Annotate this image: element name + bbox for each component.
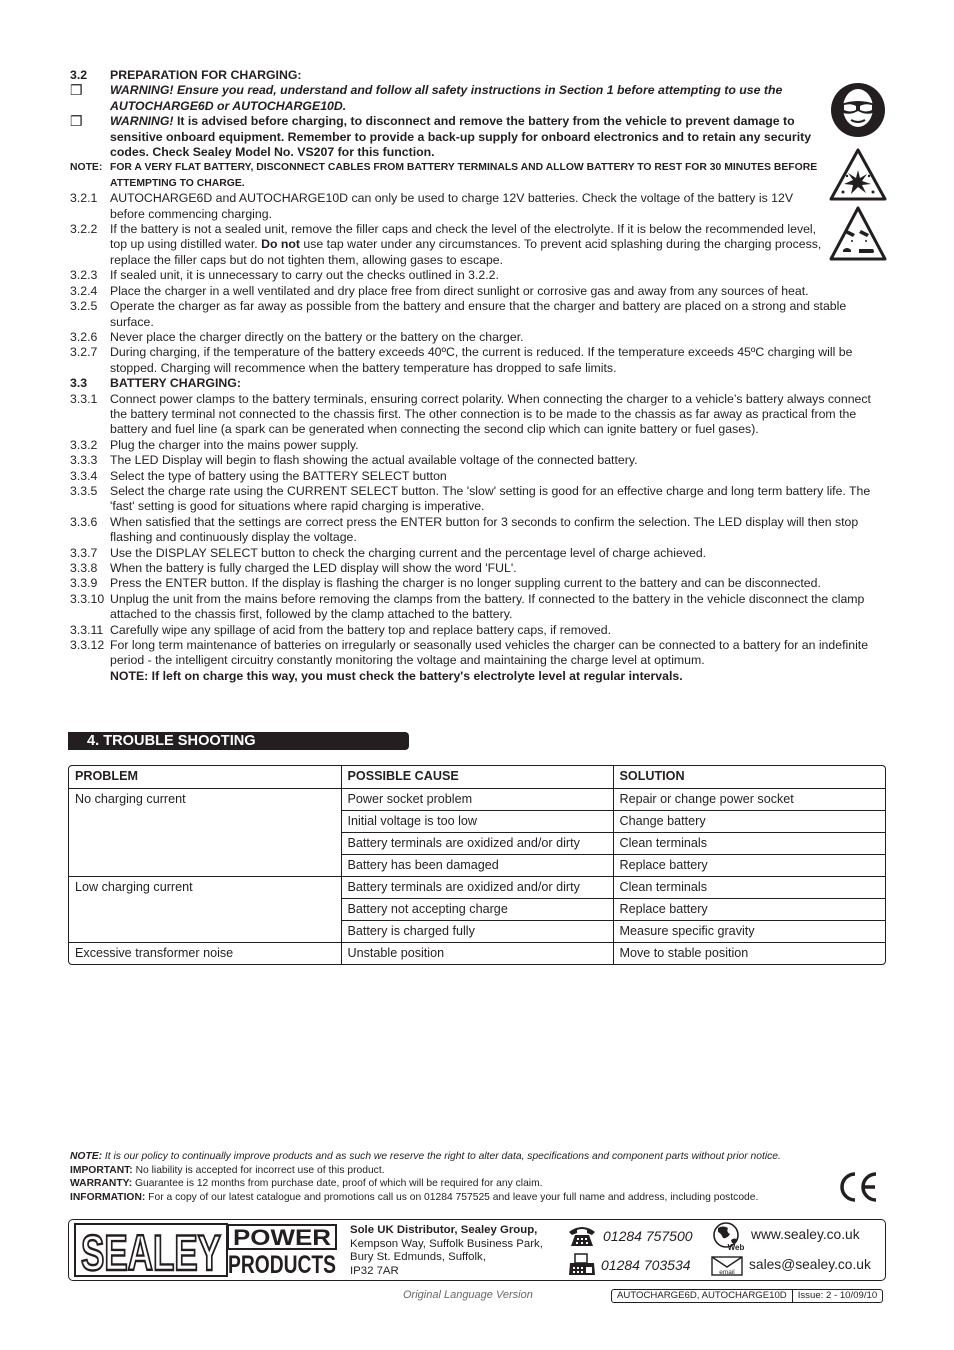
svg-text:PRODUCTS: PRODUCTS (228, 1251, 336, 1276)
step-3-3-11: 3.3.11 Carefully wipe any spillage of acid from the battery top and replace battery caps, if removed. (70, 622, 612, 637)
step-3-3-2: 3.3.2 Plug the charger into the mains power supply. (70, 437, 359, 452)
svg-text:SEALEY: SEALEY (81, 1225, 221, 1277)
solution-cell: Clean terminals (613, 832, 885, 854)
section-3-2-heading: 3.2 PREPARATION FOR CHARGING: (70, 68, 302, 82)
problem-cell: Low charging current (69, 876, 341, 942)
solution-cell: Repair or change power socket (613, 788, 885, 810)
issue-label: Issue: 2 - 10/09/10 (792, 1290, 882, 1302)
warning-2: ❒ WARNING! It is advised before charging, to disconnect and remove the battery from the vehicle to prevent damage to sensitive onboard equipment. Remember to provide a back-up supply for onboard electronics and to retain any security codes. Check Sealey Model No. VS207 for this function. (70, 113, 812, 160)
checkbox-icon: ❒ (70, 113, 83, 130)
cause-cell: Battery not accepting charge (341, 898, 613, 920)
cause-cell: Battery is charged fully (341, 920, 613, 942)
header-solution: SOLUTION (613, 766, 885, 788)
svg-text:POWER: POWER (233, 1225, 332, 1250)
step-3-3-10: 3.3.10 Unplug the unit from the mains before removing the clamps from the battery. If connected to the battery in the vehicle disconnect the clamp attached to the chassis first, followed by the clamp attached to the battery. (70, 591, 865, 622)
ce-mark-icon (836, 1170, 880, 1204)
cause-cell: Battery terminals are oxidized and/or dirty (341, 876, 613, 898)
solution-cell: Replace battery (613, 898, 885, 920)
step-3-2-4: 3.2.4 Place the charger in a well ventilated and dry place free from direct sunlight or corrosive gas and away from any sources of heat. (70, 283, 809, 298)
step-3-3-9: 3.3.9 Press the ENTER button. If the display is flashing the charger is no longer suppling current to the battery and can be disconnected. (70, 576, 821, 591)
step-3-2-5: 3.2.5 Operate the charger as far away as possible from the battery and ensure that the charger and battery are placed on a strong and stable surface. (70, 299, 847, 329)
sealey-logo (74, 1223, 228, 1277)
important-note: IMPORTANT: No liability is accepted for incorrect use of this product. (70, 1164, 385, 1176)
step-3-3-7: 3.3.7 Use the DISPLAY SELECT button to check the charging current and the percentage level of charge achieved. (70, 545, 707, 560)
step-3-2-6: 3.2.6 Never place the charger directly on the battery or the battery on the charger. (70, 329, 524, 344)
table-header-row (69, 766, 885, 788)
header-problem: PROBLEM (69, 766, 341, 788)
original-language-label: Original Language Version (403, 1289, 533, 1301)
solution-cell: Measure specific gravity (613, 920, 885, 942)
step-3-3-8: 3.3.8 When the battery is fully charged the LED display will show the word 'FUL'. (70, 561, 517, 575)
problem-cell: No charging current (69, 788, 341, 876)
checkbox-icon: ❒ (70, 82, 83, 99)
step-3-3-5: 3.3.5 Select the charge rate using the CURRENT SELECT button. The 'slow' setting is good for an effective charge and long term battery life. The 'fast' setting is good for situations where rapid charging is imperative. (70, 483, 871, 514)
table-row (69, 788, 885, 810)
section-3-3-heading: 3.3 BATTERY CHARGING: (70, 376, 241, 391)
solution-cell: Move to stable position (619, 945, 749, 960)
instructions (70, 68, 880, 684)
cause-cell: Initial voltage is too low (341, 810, 613, 832)
policy-note: NOTE: It is our policy to continually improve products and as such we reserve the right to alter data, specifications and component parts without prior notice. (70, 1151, 781, 1162)
step-3-2-1: 3.2.1 AUTOCHARGE6D and AUTOCHARGE10D can only be used to charge 12V batteries. Check the voltage of the battery is 12V before commencing charging. (70, 191, 794, 221)
globe-icon (711, 1222, 747, 1252)
trouble-shooting-table (68, 765, 886, 965)
table-row (69, 876, 885, 898)
header-possible-cause: POSSIBLE CAUSE (341, 766, 613, 788)
cause-cell: Battery terminals are oxidized and/or dirty (341, 832, 613, 854)
step-3-3-1: 3.3.1 Connect power clamps to the battery terminals, ensuring correct polarity. When connecting the charger to a vehicle’s battery always connect the battery terminal not connected to the chassis first. The other connection is to be made to the chassis as far away as practical from the battery and fuel line (a spark can be generated when connecting the second clip which can ignite battery or fuel gases). (70, 391, 871, 437)
warning-1: ❒ WARNING! Ensure you read, understand and follow all safety instructions in Section 1 before attempting to use the AUTOCHARGE6D or AUTOCHARGE10D. (70, 82, 783, 113)
solution-cell: Change battery (613, 810, 885, 832)
step-3-3-12: 3.3.12 For long term maintenance of batteries on irregularly or seasonally used vehicles the charger can be connected to a battery for an indefinite period - the intelligent circuitry constantly monitoring the voltage and maintaining the charge level at optimum. (70, 638, 869, 668)
document-id-box (611, 1289, 883, 1303)
step-3-2-7: 3.2.7 During charging, if the temperature of the battery exceeds 40ºC, the current is reduced. If the temperature exceeds 45ºC charging will be stopped. Charging will recommence when the battery temperature has dropped to safe limits. (70, 345, 853, 375)
step-3-3-6: 3.3.6 When satisfied that the settings are correct press the ENTER button for 3 seconds to confirm the selection. The LED display will then stop flashing and continuously display the voltage. (70, 514, 859, 545)
cause-cell: Battery has been damaged (341, 854, 613, 876)
step-3-2-2: 3.2.2 If the battery is not a sealed unit, remove the filler caps and check the level of the electrolyte. If it is below the recommended level, top up using distilled water. Do not use tap water under any circumstances. To prevent acid splashing during the charging process, replace the filler caps but do not tighten them, allowing gases to escape. (70, 222, 822, 267)
flat-battery-note: NOTE: FOR A VERY FLAT BATTERY, DISCONNECT CABLES FROM BATTERY TERMINALS AND ALLOW BATTERY TO REST FOR 30 MINUTES BEFORE ATTEMPTING TO CHARGE. (70, 162, 818, 189)
distributor-address: Sole UK Distributor, Sealey Group, Kempson Way, Suffolk Business Park, Bury St. Edmunds, Suffolk, IP32 7AR (350, 1224, 543, 1277)
email-icon (711, 1256, 743, 1276)
power-products-logo (227, 1224, 337, 1276)
svg-text:email: email (719, 1269, 735, 1276)
step-3-2-3: 3.2.3 If sealed unit, it is unnecessary to carry out the checks outlined in 3.2.2. (70, 268, 499, 283)
solution-cell: Replace battery (613, 854, 885, 876)
legal-notes (70, 1150, 840, 1204)
fax-number: 01284 703534 (601, 1257, 691, 1273)
trouble-shooting-heading: 4. TROUBLE SHOOTING (68, 732, 409, 750)
electrolyte-note: NOTE: If left on charge this way, you must check the battery's electrolyte level at regular intervals. (110, 668, 683, 683)
step-3-3-3: 3.3.3 The LED Display will begin to flash showing the actual available voltage of the connected battery. (70, 453, 638, 468)
information-note: INFORMATION: For a copy of our latest catalogue and promotions call us on 01284 757525 and leave your full name and address, including postcode. (70, 1191, 759, 1203)
website-link[interactable]: www.sealey.co.uk (751, 1227, 860, 1242)
safety-goggles-icon (829, 82, 887, 138)
solution-cell: Clean terminals (613, 876, 885, 898)
footer-contact-box (68, 1219, 886, 1281)
phone-number: 01284 757500 (603, 1228, 693, 1244)
cause-cell: Power socket problem (341, 788, 613, 810)
explosive-warning-icon (829, 148, 887, 202)
problem-cell: Excessive transformer noise (69, 942, 341, 964)
email-link[interactable]: sales@sealey.co.uk (749, 1257, 871, 1272)
step-3-3-4: 3.3.4 Select the type of battery using the BATTERY SELECT button (70, 468, 447, 483)
table-row (69, 942, 885, 964)
warranty-note: WARRANTY: Guarantee is 12 months from purchase date, proof of which will be required for any claim. (70, 1178, 543, 1190)
cause-cell: Unstable position (341, 942, 613, 964)
svg-text:Web: Web (727, 1243, 745, 1252)
model-label: AUTOCHARGE6D, AUTOCHARGE10D (617, 1290, 787, 1301)
corrosive-warning-icon (829, 206, 887, 262)
telephone-icon (567, 1224, 597, 1248)
fax-icon (567, 1253, 597, 1277)
